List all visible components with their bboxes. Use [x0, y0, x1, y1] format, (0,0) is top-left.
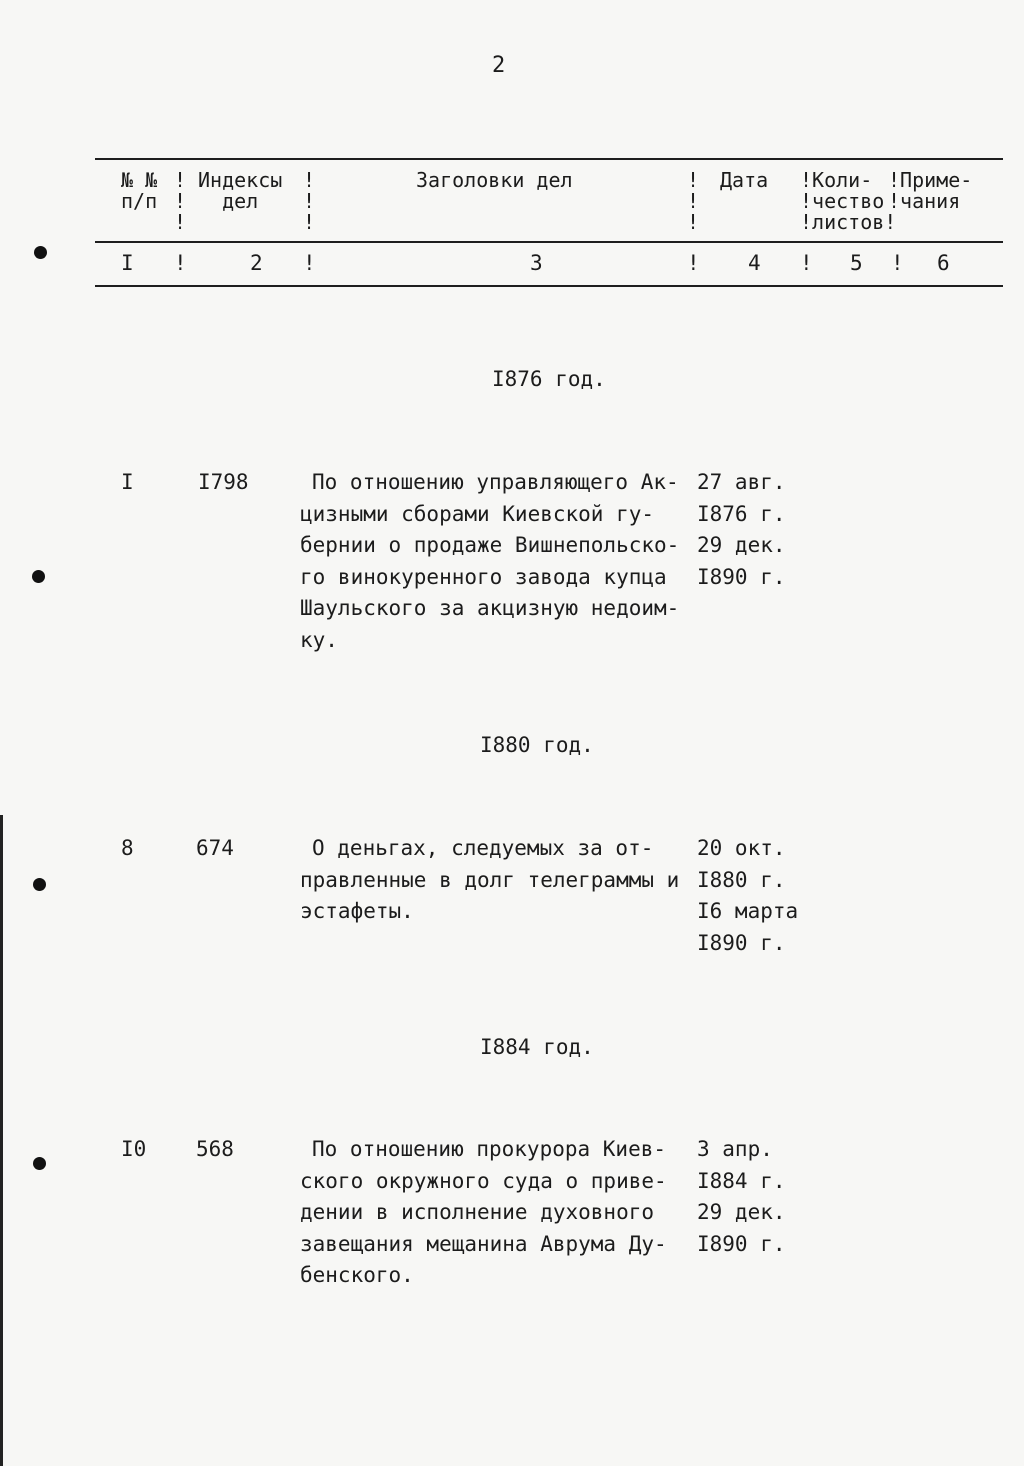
page-edge-shadow	[0, 815, 3, 1466]
column-number-4: 4	[748, 251, 761, 275]
year-heading: I876 год.	[492, 367, 606, 391]
header-col-index: Индексы дел	[198, 168, 283, 213]
entry-index: I798	[198, 470, 249, 494]
entry-number: I	[121, 470, 134, 494]
column-number-3: 3	[530, 251, 543, 275]
page-number: 2	[492, 53, 506, 78]
header-col-title: Заголовки дел	[416, 168, 573, 192]
table-top-rule	[95, 158, 1003, 160]
column-number-6: 6	[937, 251, 950, 275]
header-separator: !	[891, 251, 904, 275]
table-mid-rule	[95, 241, 1003, 243]
header-separator: ! ! !	[687, 168, 700, 234]
year-heading: I884 год.	[480, 1035, 594, 1059]
header-separator: !	[303, 251, 316, 275]
header-col-sheets: !Коли- !чество !листов!	[800, 168, 897, 234]
header-col-number: № № п/п	[121, 168, 158, 213]
year-heading: I880 год.	[480, 733, 594, 757]
punch-hole	[32, 570, 45, 583]
header-separator: !	[800, 251, 813, 275]
header-separator: ! ! !	[174, 168, 187, 234]
header-separator: !	[687, 251, 700, 275]
entry-index: 674	[196, 836, 234, 860]
entry-dates: 27 авг. I876 г. 29 дек. I890 г.	[697, 470, 786, 589]
header-separator: ! ! !	[303, 168, 316, 234]
entry-dates: 20 окт. I880 г. I6 марта I890 г.	[697, 836, 799, 955]
entry-title: По отношению прокурора Киев- ского окружного суда о приве- дении в исполнение духовного завещания мещанина Аврума Ду- бенского.	[300, 1137, 667, 1287]
table-bottom-rule	[95, 285, 1003, 287]
entry-title: По отношению управляющего Ак- цизными сборами Киевской гу- бернии о продаже Вишнепольско- го винокуренного завода купца Шаульского за акцизную недоим- ку.	[300, 470, 680, 652]
entry-title: О деньгах, следуемых за от- правленные в долг телеграммы и эстафеты.	[300, 836, 680, 923]
column-number-1: I	[121, 251, 134, 275]
entry-number: 8	[121, 836, 134, 860]
entry-dates: 3 апр. I884 г. 29 дек. I890 г.	[697, 1137, 786, 1256]
entry-index: 568	[196, 1137, 234, 1161]
header-separator: !	[174, 251, 187, 275]
punch-hole	[33, 878, 46, 891]
entry-number: I0	[121, 1137, 147, 1161]
punch-hole	[34, 246, 47, 259]
header-col-notes: !Приме- !чания	[888, 168, 973, 213]
column-number-5: 5	[850, 251, 863, 275]
punch-hole	[33, 1157, 46, 1170]
column-number-2: 2	[250, 251, 263, 275]
header-col-date: Дата	[720, 168, 769, 192]
